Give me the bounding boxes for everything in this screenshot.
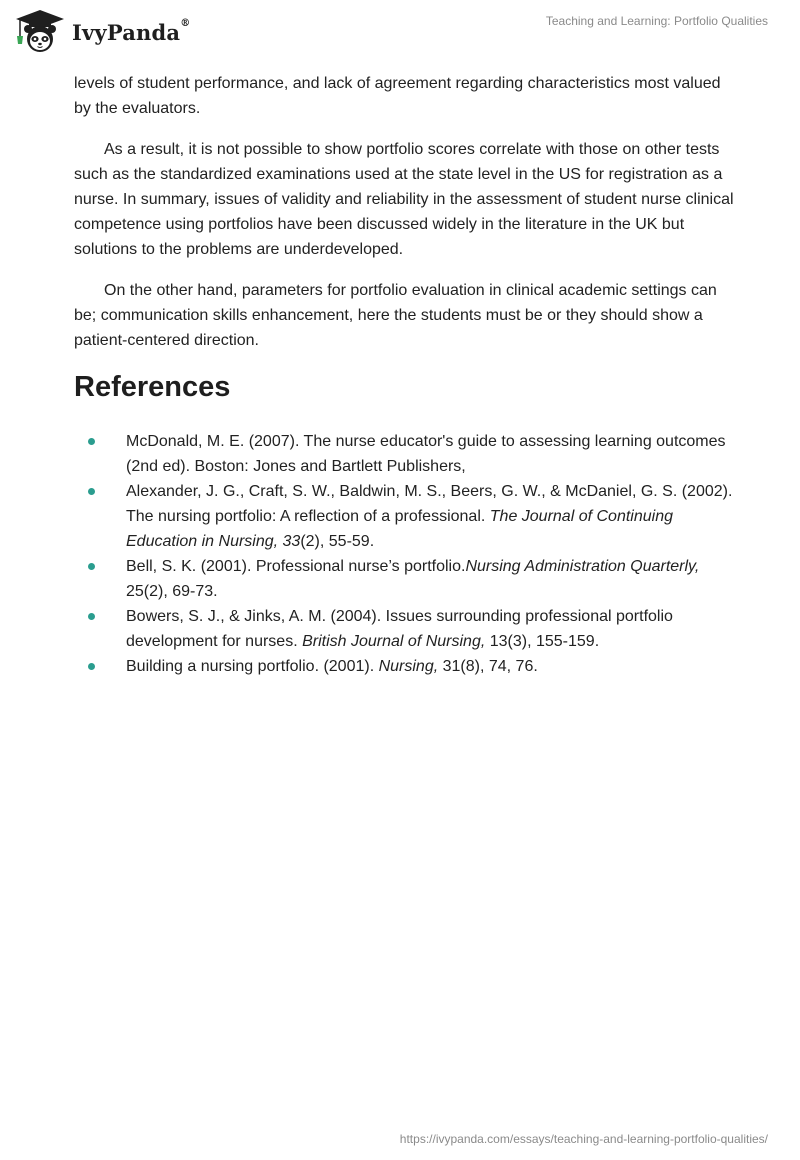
bullet-icon: [88, 663, 95, 670]
running-title: Teaching and Learning: Portfolio Qualities: [545, 14, 768, 28]
body-paragraph: On the other hand, parameters for portfolio evaluation in clinical academic settings can be; communication skills enhancement, here the students must be or they should show a patient-centered direction.: [74, 282, 717, 349]
references-list: [74, 429, 734, 679]
brand-name: IvyPanda®: [72, 17, 191, 45]
bullet-icon: [88, 563, 95, 570]
reference-item: Alexander, J. G., Craft, S. W., Baldwin, M. S., Beers, G. W., & McDaniel, G. S. (2002). The nursing portfolio: A reflection of a professional. The Journal of Continuing Education in Nursing, 33(2), 55-59.: [74, 479, 734, 554]
page-header: [0, 0, 800, 60]
reference-item: Building a nursing portfolio. (2001). Nursing, 31(8), 74, 76.: [74, 654, 734, 679]
reference-item: Bowers, S. J., & Jinks, A. M. (2004). Issues surrounding professional portfolio development for nurses. British Journal of Nursing, 13(3), 155-159.: [74, 604, 734, 654]
reference-item: Bell, S. K. (2001). Professional nurse’s portfolio.Nursing Administration Quarterly, 25(2), 69-73.: [74, 554, 734, 604]
source-url-link[interactable]: https://ivypanda.com/essays/teaching-and-learning-portfolio-qualities/: [399, 1132, 768, 1146]
bullet-icon: [88, 438, 95, 445]
bullet-icon: [88, 488, 95, 495]
essay-content: [74, 71, 734, 679]
body-paragraph: As a result, it is not possible to show portfolio scores correlate with those on other tests such as the standardized examinations used at the state level in the US for registration as a nurse. In summary, issues of validity and reliability in the assessment of student nurse clinical competence using portfolios have been discussed widely in the literature in the UK but solutions to the problems are underdeveloped.: [74, 141, 734, 258]
ivypanda-logo[interactable]: [14, 8, 190, 54]
bullet-icon: [88, 613, 95, 620]
reference-item: McDonald, M. E. (2007). The nurse educator's guide to assessing learning outcomes (2nd ed). Boston: Jones and Bartlett Publishers,: [74, 429, 734, 479]
panda-graduation-icon: [14, 8, 66, 54]
body-paragraph: levels of student performance, and lack of agreement regarding characteristics most valued by the evaluators.: [74, 75, 721, 117]
references-heading: References: [74, 371, 231, 403]
